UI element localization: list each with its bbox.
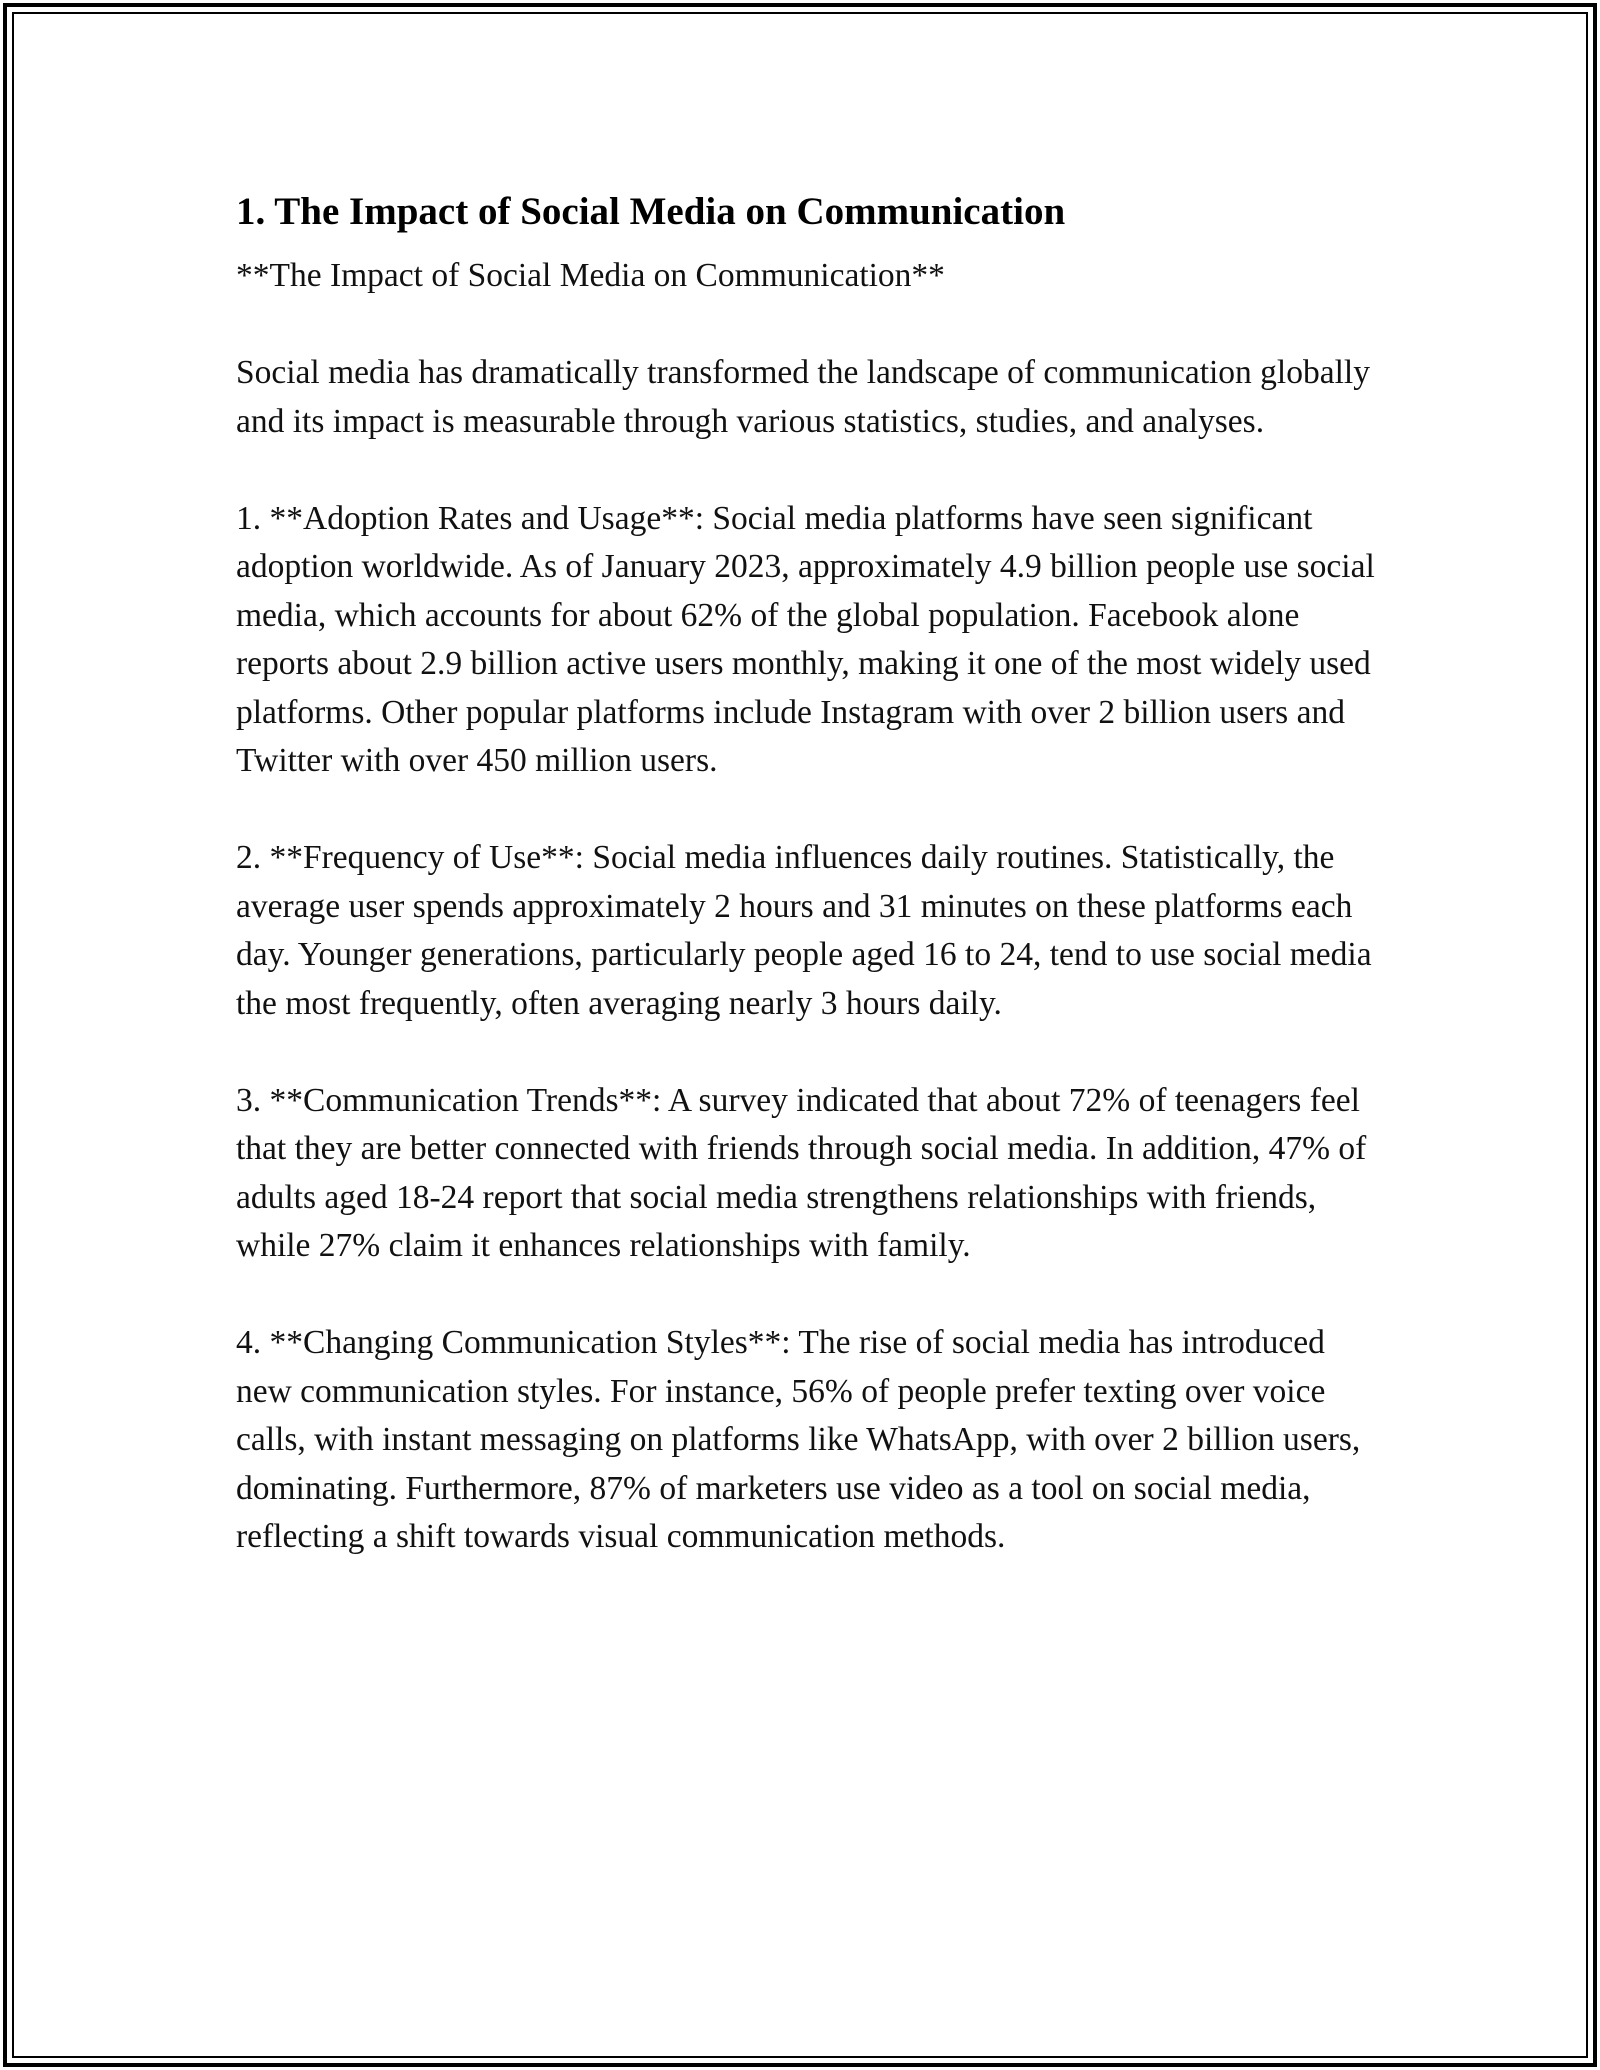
point-paragraph-trends: 3. **Communication Trends**: A survey indicated that about 72% of teenagers feel that they are better connected with friends through social media. In addition, 47% of adults aged 18-24 report that social media strengthens relationships with friends, while 27% claim it enhances relationships with family. xyxy=(236,1081,1367,1264)
page-title: 1. The Impact of Social Media on Communication xyxy=(236,190,1066,233)
intro-paragraph: Social media has dramatically transformed the landscape of communication globally and its impact is measurable through various statistics, studies, and analyses. xyxy=(236,354,1370,440)
subtitle-paragraph: **The Impact of Social Media on Communication** xyxy=(236,257,945,294)
point-paragraph-adoption: 1. **Adoption Rates and Usage**: Social media platforms have seen significant adoption worldwide. As of January 2023, approximately 4.9 billion people use social media, which accounts for about 62% of the global population. Facebook alone reports about 2.9 billion active users monthly, making it one of the most widely used platforms. Other popular platforms include Instagram with over 2 billion users and Twitter with over 450 million users. xyxy=(236,499,1375,779)
point-paragraph-styles: 4. **Changing Communication Styles**: The rise of social media has introduced new communication styles. For instance, 56% of people prefer texting over voice calls, with instant messaging on platforms like WhatsApp, with over 2 billion users, dominating. Furthermore, 87% of marketers use video as a tool on social media, reflecting a shift towards visual communication methods. xyxy=(236,1324,1361,1555)
point-paragraph-frequency: 2. **Frequency of Use**: Social media influences daily routines. Statistically, the average user spends approximately 2 hours and 31 minutes on these platforms each day. Younger generations, particularly people aged 16 to 24, tend to use social media the most frequently, often averaging nearly 3 hours daily. xyxy=(236,839,1372,1022)
document-body xyxy=(236,186,1376,1610)
